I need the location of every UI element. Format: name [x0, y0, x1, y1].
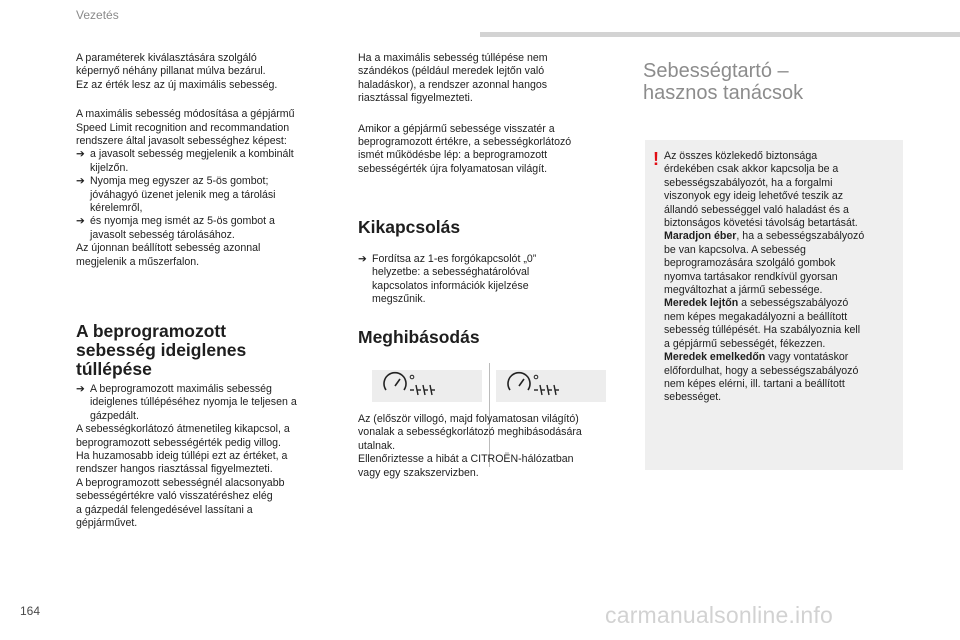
section-heading-tips: Sebességtartó – hasznos tanácsok: [643, 60, 804, 104]
override-section-body: [76, 383, 338, 530]
speedometer-dashes-icon: [496, 370, 606, 402]
arrow-bullet-icon: ➔: [76, 383, 85, 395]
warning-text: Az összes közlekedő biztonsága érdekében csak akkor kapcsolja be a sebességszabályozót, ha a forgalmi viszonyok egy ideig lehetővé teszik az állandó sebességgel való haladást és a biztonságos követési távolság betartását. Maradjon éber, ha a sebességszabályozó be van kapcsolva. A sebesség beprogramozására szolgáló gombok nyomva tartásakor rendkívül gyorsan megváltozhat a jármű sebessége. Meredek lejtőn a sebességszabályozó nem képes megakadályozni a beállított sebesség túllépését. Ha szabályoznia kell a gépjármű sebességét, fékezzen. Meredek emelkedőn vagy vontatáskor előfordulhat, hogy a sebességszabályozó nem képes elérni, ill. tartani a beállított sebességet.: [664, 150, 865, 404]
paragraph: A paraméterek kiválasztására szolgáló képernyő néhány pillanat múlva bezárul. Ez az érték lesz az új maximális sebesség.: [76, 52, 278, 91]
paragraph: Az újonnan beállított sebesség azonnal megjelenik a műszerfalon.: [76, 242, 261, 268]
list-item: ➔ a javasolt sebesség megjelenik a kombinált kijelzőn.: [76, 148, 294, 174]
paragraph: Ha a maximális sebesség túllépése nem szándékos (például meredek lejtőn való haladáskor), a rendszer azonnal hangos riasztással figyelmezteti.: [358, 52, 548, 105]
section-heading-override: A beprogramozott sebesség ideiglenes túllépése: [76, 321, 247, 379]
arrow-bullet-icon: ➔: [76, 175, 85, 188]
section-heading-deactivation: Kikapcsolás: [358, 217, 461, 237]
list-item: ➔ A beprogramozott maximális sebesség ideiglenes túllépéséhez nyomja le teljesen a gázpedált.: [76, 383, 297, 422]
arrow-bullet-icon: ➔: [358, 253, 367, 265]
bullet-list: [358, 253, 620, 307]
page-number: 164: [20, 604, 41, 618]
column-left: [76, 52, 338, 269]
malfunction-section-body: [358, 413, 624, 480]
header-bar: [480, 32, 960, 37]
arrow-bullet-icon: ➔: [76, 148, 85, 161]
deactivation-section-body: [358, 253, 620, 307]
paragraph: Az (először villogó, majd folyamatosan világító) vonalak a sebességkorlátozó meghibásodására utalnak. Ellenőriztesse a hibát a CITROËN-hálózatban vagy egy szakszervizben.: [358, 413, 582, 479]
section-heading-malfunction: Meghibásodás: [358, 327, 480, 347]
list-item: ➔ Fordítsa az 1-es forgókapcsolót „0” helyzetbe: a sebességhatárolóval kapcsolatos információk kijelzése megszűnik.: [358, 253, 537, 306]
header-title: Vezetés: [76, 8, 119, 22]
paragraph: A sebességkorlátozó átmenetileg kikapcsol, a beprogramozott sebességérték pedig villog. Ha huzamosabb ideig túllépi ezt az értéket, a rendszer hangos riasztással figyelmezteti. A beprogramozott sebességnél alacsonyabb sebességértékre való visszatéréshez elég a gázpedál felengedésével lassítani a gépjárművet.: [76, 423, 290, 530]
column-middle: [358, 52, 620, 176]
watermark: carmanualsonline.info: [605, 602, 833, 628]
list-item: ➔ Nyomja meg egyszer az 5-ös gombot; jóváhagyó üzenet jelenik meg a tárolási kérelemről,: [76, 175, 276, 215]
paragraph: A maximális sebesség módosítása a gépjármű Speed Limit recognition and recommandation rendszere által javasolt sebességhez képest:: [76, 108, 295, 148]
paragraph: Amikor a gépjármű sebessége visszatér a beprogramozott értékre, a sebességkorlátozó ismét működésbe lép: a beprogramozott sebességérték újra folyamatosan világít.: [358, 122, 572, 175]
bullet-list: [76, 383, 338, 423]
warning-exclamation-icon: !: [653, 149, 659, 169]
speedometer-dashes-icon: [372, 370, 482, 402]
bullet-list: [76, 148, 338, 242]
arrow-bullet-icon: ➔: [76, 215, 85, 228]
list-item: ➔ és nyomja meg ismét az 5-ös gombot a javasolt sebesség tárolásához.: [76, 215, 275, 241]
